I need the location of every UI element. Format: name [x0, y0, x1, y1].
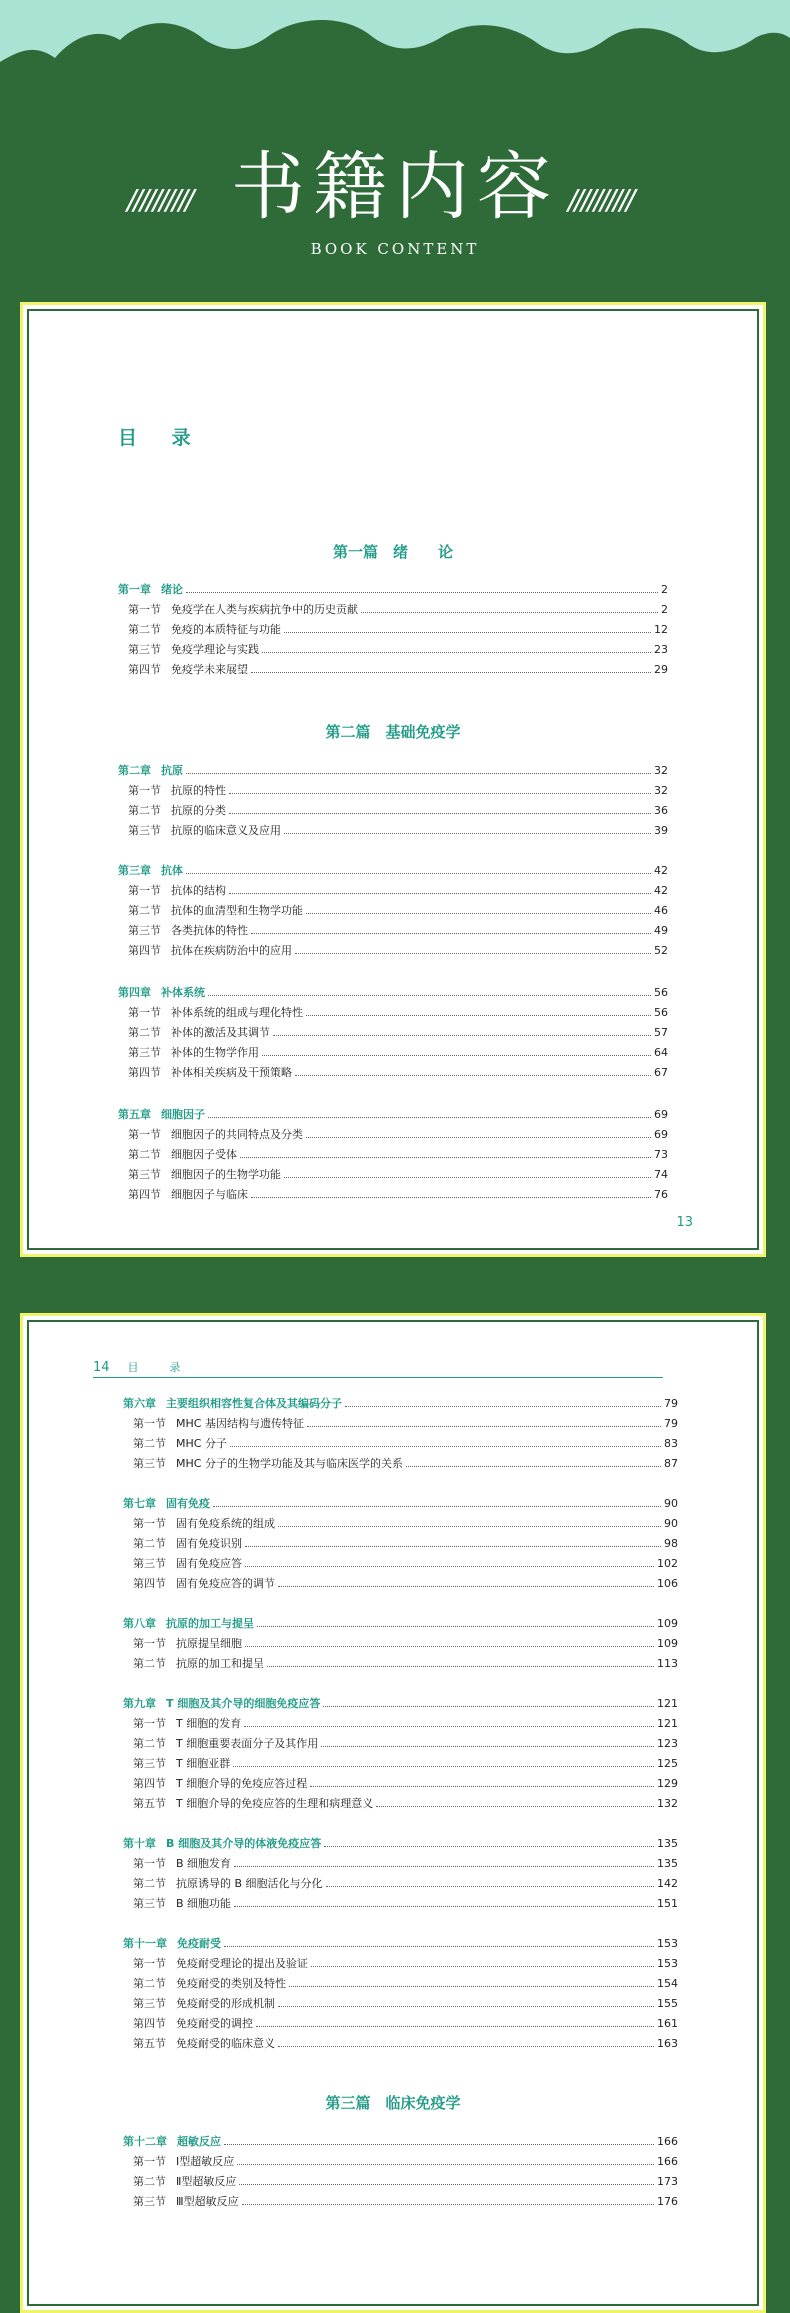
entry-page: 79	[664, 1397, 678, 1410]
leader-dots	[295, 1074, 651, 1076]
entry-label: 抗原的加工和提呈	[176, 1657, 264, 1670]
entry-label: 细胞因子的生物学功能	[171, 1168, 281, 1181]
leader-dots	[262, 651, 651, 653]
entry-page: 69	[654, 1108, 668, 1121]
entry-page: 2	[661, 583, 668, 596]
entry-label: T 细胞介导的免疫应答的生理和病理意义	[176, 1797, 374, 1810]
entry-number: 第八章	[123, 1617, 156, 1630]
entry-number: 第二节	[133, 1977, 166, 1990]
leader-dots	[278, 2005, 654, 2007]
toc-section[interactable]	[133, 1896, 678, 1912]
toc-section[interactable]	[133, 1416, 678, 1432]
leader-dots	[239, 2183, 654, 2185]
entry-page: 57	[654, 1026, 668, 1039]
entry-page: 121	[657, 1717, 678, 1730]
entry-number: 第三节	[128, 824, 161, 837]
entry-number: 第三节	[128, 924, 161, 937]
entry-number: 第四节	[133, 1577, 166, 1590]
toc-section[interactable]	[133, 2174, 678, 2190]
entry-page: 166	[657, 2155, 678, 2168]
leader-dots	[257, 1625, 654, 1627]
leader-dots	[262, 1054, 651, 1056]
leader-dots	[289, 1985, 654, 1987]
entry-page: 32	[654, 764, 668, 777]
leader-dots	[229, 892, 651, 894]
leader-dots	[311, 1965, 654, 1967]
leader-dots	[310, 1785, 654, 1787]
entry-number: 第一节	[133, 1417, 166, 1430]
toc-section[interactable]	[133, 1856, 678, 1872]
toc-section[interactable]	[133, 1716, 678, 1732]
leader-dots	[278, 1585, 654, 1587]
leader-dots	[251, 671, 651, 673]
entry-page: 64	[654, 1046, 668, 1059]
entry-number: 第三节	[133, 1557, 166, 1570]
entry-page: 153	[657, 1937, 678, 1950]
entry-page: 36	[654, 804, 668, 817]
entry-page: 49	[654, 924, 668, 937]
toc-section[interactable]	[128, 1187, 668, 1203]
leader-dots	[284, 631, 651, 633]
entry-label: B 细胞及其介导的体液免疫应答	[166, 1837, 322, 1850]
entry-label: T 细胞介导的免疫应答过程	[176, 1777, 308, 1790]
entry-page: 2	[661, 603, 668, 616]
entry-page: 113	[657, 1657, 678, 1670]
entry-number: 第一节	[128, 1006, 161, 1019]
toc-chapter[interactable]	[118, 763, 668, 779]
leader-dots	[306, 1136, 651, 1138]
entry-number: 第三节	[128, 643, 161, 656]
entry-page: 109	[657, 1617, 678, 1630]
toc-section[interactable]	[128, 1025, 668, 1041]
entry-page: 155	[657, 1997, 678, 2010]
toc-section[interactable]	[133, 1576, 678, 1592]
leader-dots	[376, 1805, 654, 1807]
toc-chapter[interactable]	[118, 582, 668, 598]
entry-number: 第五章	[118, 1108, 151, 1121]
entry-number: 第二节	[133, 2175, 166, 2188]
toc-chapter[interactable]	[118, 863, 668, 879]
leader-dots	[240, 1156, 651, 1158]
entry-number: 第一节	[128, 603, 161, 616]
entry-number: 第四节	[128, 663, 161, 676]
leader-dots	[251, 932, 651, 934]
running-head-label: 目 录	[127, 1361, 191, 1374]
entry-label: 补体相关疾病及干预策略	[171, 1066, 292, 1079]
toc-section[interactable]	[133, 1796, 678, 1812]
leader-dots	[244, 1725, 654, 1727]
entry-label: 抗原的加工与提呈	[166, 1617, 254, 1630]
entry-page: 29	[654, 663, 668, 676]
toc-section[interactable]	[133, 2036, 678, 2052]
toc-section[interactable]	[128, 1005, 668, 1021]
leader-dots	[267, 1665, 654, 1667]
entry-page: 76	[654, 1188, 668, 1201]
leader-dots	[345, 1405, 661, 1407]
page-title: 书籍内容	[231, 144, 559, 230]
leader-dots	[208, 1116, 651, 1118]
entry-page: 102	[657, 1557, 678, 1570]
entry-page: 135	[657, 1857, 678, 1870]
entry-label: Ⅲ型超敏反应	[176, 2195, 239, 2208]
entry-label: 固有免疫应答的调节	[176, 1577, 275, 1590]
toc-section[interactable]	[133, 1996, 678, 2012]
entry-number: 第二节	[128, 1148, 161, 1161]
toc-section[interactable]	[133, 1516, 678, 1532]
entry-number: 第三节	[133, 1457, 166, 1470]
sky-wave-icon	[0, 0, 790, 130]
toc-chapter[interactable]	[123, 1616, 678, 1632]
leader-dots	[229, 792, 651, 794]
entry-label: MHC 分子的生物学功能及其与临床医学的关系	[176, 1457, 403, 1470]
entry-label: 抗原提呈细胞	[176, 1637, 242, 1650]
entry-label: 免疫学未来展望	[171, 663, 248, 676]
leader-dots	[307, 1425, 661, 1427]
entry-label: 抗体的血清型和生物学功能	[171, 904, 303, 917]
entry-number: 第四节	[128, 944, 161, 957]
entry-label: 补体的激活及其调节	[171, 1026, 270, 1039]
entry-label: Ⅰ型超敏反应	[176, 2155, 235, 2168]
toc-section[interactable]	[128, 1045, 668, 1061]
entry-page: 23	[654, 643, 668, 656]
leader-dots	[295, 952, 651, 954]
toc-section[interactable]	[128, 642, 668, 658]
entry-number: 第二节	[128, 623, 161, 636]
entry-page: 67	[654, 1066, 668, 1079]
leader-dots	[237, 2163, 654, 2165]
entry-label: B 细胞功能	[176, 1897, 232, 1910]
entry-label: MHC 基因结构与遗传特征	[176, 1417, 304, 1430]
entry-page: 87	[664, 1457, 678, 1470]
entry-number: 第十一章	[123, 1937, 167, 1950]
leader-dots	[326, 1885, 654, 1887]
toc-section[interactable]	[133, 1876, 678, 1892]
entry-page: 79	[664, 1417, 678, 1430]
entry-page: 12	[654, 623, 668, 636]
toc-section[interactable]	[128, 1147, 668, 1163]
toc-page-2	[20, 1313, 766, 2313]
entry-label: 免疫耐受的类别及特性	[176, 1977, 286, 1990]
leader-dots	[278, 1525, 661, 1527]
entry-page: 46	[654, 904, 668, 917]
entry-page: 98	[664, 1537, 678, 1550]
leader-dots	[406, 1465, 661, 1467]
entry-number: 第二节	[133, 1437, 166, 1450]
entry-label: 固有免疫识别	[176, 1537, 242, 1550]
toc-chapter[interactable]	[123, 1836, 678, 1852]
page-number: 13	[676, 1215, 693, 1230]
entry-label: 抗原的临床意义及应用	[171, 824, 281, 837]
leader-dots	[234, 1905, 654, 1907]
entry-label: MHC 分子	[176, 1437, 227, 1450]
leader-dots	[213, 1505, 661, 1507]
leader-dots	[256, 2025, 654, 2027]
entry-page: 42	[654, 864, 668, 877]
entry-page: 129	[657, 1777, 678, 1790]
toc-section[interactable]	[133, 1736, 678, 1752]
toc-section[interactable]	[133, 1656, 678, 1672]
entry-number: 第十二章	[123, 2135, 167, 2148]
entry-number: 第一节	[128, 1128, 161, 1141]
toc-section[interactable]	[133, 1536, 678, 1552]
hero-header	[0, 0, 790, 300]
entry-number: 第三节	[128, 1168, 161, 1181]
toc-section[interactable]	[133, 1956, 678, 1972]
entry-page: 90	[664, 1517, 678, 1530]
entry-page: 153	[657, 1957, 678, 1970]
entry-label: 抗体在疾病防治中的应用	[171, 944, 292, 957]
leader-dots	[208, 994, 651, 996]
entry-label: 主要组织相容性复合体及其编码分子	[166, 1397, 342, 1410]
entry-page: 74	[654, 1168, 668, 1181]
entry-number: 第一节	[128, 884, 161, 897]
entry-number: 第一节	[133, 1517, 166, 1530]
entry-label: 免疫耐受的形成机制	[176, 1997, 275, 2010]
entry-page: 42	[654, 884, 668, 897]
toc-section[interactable]	[133, 1776, 678, 1792]
entry-label: Ⅱ型超敏反应	[176, 2175, 237, 2188]
entry-number: 第二节	[128, 804, 161, 817]
entry-number: 第三节	[128, 1046, 161, 1059]
entry-page: 125	[657, 1757, 678, 1770]
toc-chapter[interactable]	[118, 985, 668, 1001]
entry-label: 细胞因子受体	[171, 1148, 237, 1161]
entry-number: 第五节	[133, 1797, 166, 1810]
entry-number: 第一节	[133, 2155, 166, 2168]
toc-chapter[interactable]	[123, 1696, 678, 1712]
entry-page: 56	[654, 1006, 668, 1019]
entry-number: 第一节	[133, 1717, 166, 1730]
running-head	[93, 1359, 663, 1378]
entry-number: 第二节	[133, 1877, 166, 1890]
entry-number: 第一节	[133, 1857, 166, 1870]
leader-dots	[186, 591, 658, 593]
leader-dots	[242, 2203, 654, 2205]
entry-label: 抗原的分类	[171, 804, 226, 817]
entry-number: 第三章	[118, 864, 151, 877]
toc-heading: 目 录	[118, 427, 205, 449]
entry-label: 绪论	[161, 583, 183, 596]
toc-section[interactable]	[133, 2194, 678, 2210]
leader-dots	[284, 1176, 651, 1178]
entry-page: 166	[657, 2135, 678, 2148]
entry-label: 细胞因子的共同特点及分类	[171, 1128, 303, 1141]
toc-section[interactable]	[128, 943, 668, 959]
entry-number: 第二节	[128, 1026, 161, 1039]
entry-number: 第四节	[128, 1066, 161, 1079]
part-heading: 第二篇 基础免疫学	[325, 723, 461, 741]
entry-number: 第四章	[118, 986, 151, 999]
entry-number: 第十章	[123, 1837, 156, 1850]
entry-number: 第一节	[128, 784, 161, 797]
decor-slashes-left: //////////	[127, 183, 192, 216]
leader-dots	[251, 1196, 651, 1198]
entry-label: 固有免疫应答	[176, 1557, 242, 1570]
entry-label: 固有免疫	[166, 1497, 210, 1510]
toc-section[interactable]	[128, 602, 668, 618]
leader-dots	[284, 832, 651, 834]
toc-section[interactable]	[133, 1976, 678, 1992]
entry-label: T 细胞及其介导的细胞免疫应答	[166, 1697, 321, 1710]
part-heading: 第一篇 绪 论	[332, 543, 453, 561]
toc-chapter[interactable]	[118, 1107, 668, 1123]
toc-section[interactable]	[128, 1065, 668, 1081]
toc-chapter[interactable]	[123, 1496, 678, 1512]
running-head-number: 14	[93, 1360, 110, 1375]
entry-label: 超敏反应	[177, 2135, 221, 2148]
leader-dots	[224, 1945, 654, 1947]
leader-dots	[324, 1845, 654, 1847]
leader-dots	[245, 1645, 654, 1647]
entry-page: 52	[654, 944, 668, 957]
toc-section[interactable]	[133, 2016, 678, 2032]
entry-number: 第三节	[133, 1897, 166, 1910]
entry-number: 第一节	[133, 1637, 166, 1650]
entry-label: 细胞因子	[161, 1108, 205, 1121]
toc-section[interactable]	[128, 1167, 668, 1183]
entry-page: 142	[657, 1877, 678, 1890]
entry-page: 39	[654, 824, 668, 837]
leader-dots	[186, 772, 651, 774]
entry-page: 32	[654, 784, 668, 797]
entry-number: 第三节	[133, 2195, 166, 2208]
entry-page: 56	[654, 986, 668, 999]
entry-number: 第二节	[133, 1737, 166, 1750]
entry-page: 176	[657, 2195, 678, 2208]
entry-page: 163	[657, 2037, 678, 2050]
toc-section[interactable]	[128, 803, 668, 819]
entry-page: 106	[657, 1577, 678, 1590]
entry-label: B 细胞发育	[176, 1857, 232, 1870]
entry-number: 第三节	[133, 1997, 166, 2010]
entry-number: 第二章	[118, 764, 151, 777]
entry-label: T 细胞亚群	[176, 1757, 231, 1770]
toc-section[interactable]	[133, 1436, 678, 1452]
leader-dots	[361, 611, 658, 613]
leader-dots	[224, 2143, 654, 2145]
leader-dots	[245, 1545, 661, 1547]
entry-number: 第四节	[133, 1777, 166, 1790]
entry-label: 各类抗体的特性	[171, 924, 248, 937]
entry-label: 抗体	[161, 864, 183, 877]
entry-page: 173	[657, 2175, 678, 2188]
entry-label: T 细胞的发育	[176, 1717, 242, 1730]
leader-dots	[186, 872, 651, 874]
toc-section[interactable]	[133, 1456, 678, 1472]
leader-dots	[306, 912, 651, 914]
entry-label: 抗体的结构	[171, 884, 226, 897]
leader-dots	[233, 1765, 654, 1767]
entry-label: 细胞因子与临床	[171, 1188, 248, 1201]
entry-page: 83	[664, 1437, 678, 1450]
entry-label: 免疫学在人类与疾病抗争中的历史贡献	[171, 603, 358, 616]
entry-page: 135	[657, 1837, 678, 1850]
entry-page: 90	[664, 1497, 678, 1510]
entry-page: 151	[657, 1897, 678, 1910]
entry-number: 第六章	[123, 1397, 156, 1410]
entry-number: 第二节	[128, 904, 161, 917]
entry-number: 第一章	[118, 583, 151, 596]
toc-section[interactable]	[128, 783, 668, 799]
entry-label: 免疫学理论与实践	[171, 643, 259, 656]
entry-number: 第七章	[123, 1497, 156, 1510]
entry-number: 第四节	[133, 2017, 166, 2030]
leader-dots	[306, 1014, 651, 1016]
entry-page: 132	[657, 1797, 678, 1810]
entry-label: 免疫的本质特征与功能	[171, 623, 281, 636]
leader-dots	[234, 1865, 654, 1867]
toc-chapter[interactable]	[123, 2134, 678, 2150]
entry-label: 抗原的特性	[171, 784, 226, 797]
entry-label: 补体的生物学作用	[171, 1046, 259, 1059]
leader-dots	[323, 1705, 654, 1707]
entry-label: 补体系统	[161, 986, 205, 999]
entry-number: 第四节	[128, 1188, 161, 1201]
part-heading: 第三篇 临床免疫学	[325, 2094, 461, 2112]
entry-page: 123	[657, 1737, 678, 1750]
entry-page: 121	[657, 1697, 678, 1710]
entry-label: 抗原	[161, 764, 183, 777]
toc-section[interactable]	[128, 923, 668, 939]
leader-dots	[278, 2045, 654, 2047]
leader-dots	[321, 1745, 654, 1747]
entry-number: 第二节	[133, 1657, 166, 1670]
entry-number: 第一节	[133, 1957, 166, 1970]
decor-slashes-right: //////////	[568, 183, 633, 216]
entry-label: 补体系统的组成与理化特性	[171, 1006, 303, 1019]
entry-number: 第三节	[133, 1757, 166, 1770]
toc-section[interactable]	[133, 1556, 678, 1572]
toc-chapter[interactable]	[123, 1936, 678, 1952]
entry-number: 第九章	[123, 1697, 156, 1710]
entry-page: 73	[654, 1148, 668, 1161]
toc-section[interactable]	[128, 1127, 668, 1143]
toc-section[interactable]	[128, 662, 668, 678]
entry-page: 161	[657, 2017, 678, 2030]
page-subtitle: BOOK CONTENT	[310, 240, 480, 258]
toc-section[interactable]	[133, 1756, 678, 1772]
entry-label: 免疫耐受理论的提出及验证	[176, 1957, 308, 1970]
entry-page: 154	[657, 1977, 678, 1990]
entry-label: 免疫耐受的临床意义	[176, 2037, 275, 2050]
entry-label: 免疫耐受	[177, 1937, 221, 1950]
entry-label: T 细胞重要表面分子及其作用	[176, 1737, 319, 1750]
toc-section[interactable]	[128, 903, 668, 919]
entry-page: 109	[657, 1637, 678, 1650]
leader-dots	[273, 1034, 651, 1036]
toc-section[interactable]	[128, 823, 668, 839]
toc-chapter[interactable]	[123, 1396, 678, 1412]
toc-section[interactable]	[128, 883, 668, 899]
entry-label: 抗原诱导的 B 细胞活化与分化	[176, 1877, 323, 1890]
leader-dots	[229, 812, 651, 814]
entry-page: 69	[654, 1128, 668, 1141]
leader-dots	[245, 1565, 654, 1567]
toc-section[interactable]	[133, 1636, 678, 1652]
entry-number: 第五节	[133, 2037, 166, 2050]
entry-label: 固有免疫系统的组成	[176, 1517, 275, 1530]
toc-section[interactable]	[128, 622, 668, 638]
toc-section[interactable]	[133, 2154, 678, 2170]
entry-label: 免疫耐受的调控	[176, 2017, 253, 2030]
leader-dots	[230, 1445, 661, 1447]
entry-number: 第二节	[133, 1537, 166, 1550]
toc-page-1	[20, 302, 766, 1257]
